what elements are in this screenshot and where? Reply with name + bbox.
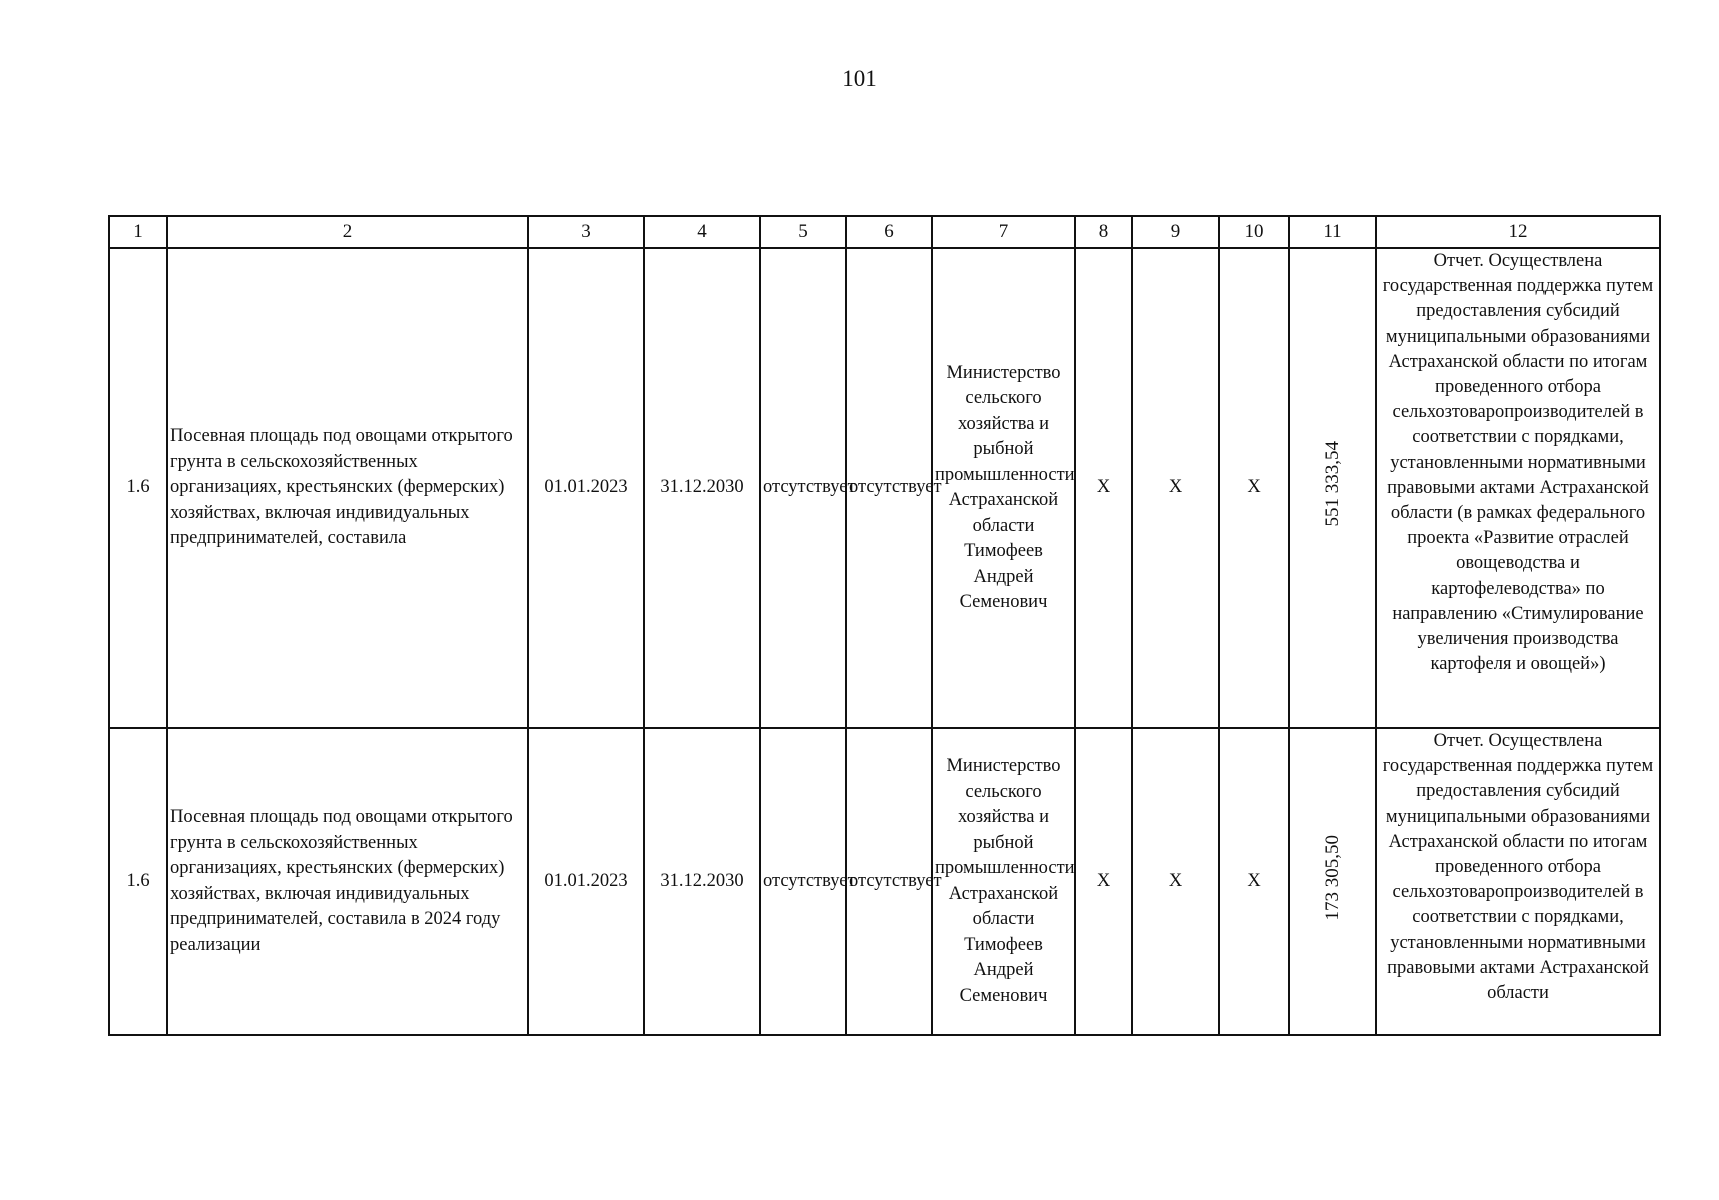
table-row (109, 248, 1660, 728)
amount-value: 551 333,54 (1321, 441, 1343, 527)
column-number: 8 (1075, 216, 1132, 248)
column-number: 4 (644, 216, 760, 248)
column-6-value: отсутствует (846, 248, 932, 728)
start-date: 01.01.2023 (528, 728, 644, 1035)
report-table (108, 215, 1661, 1036)
column-8-value: X (1075, 728, 1132, 1035)
column-number: 2 (167, 216, 528, 248)
column-number: 1 (109, 216, 167, 248)
responsible-executor: Министерство сельского хозяйства и рыбной промышленности Астраханской области Тимофеев Андрей Семенович (932, 728, 1075, 1035)
column-10-value: X (1219, 728, 1289, 1035)
column-number: 6 (846, 216, 932, 248)
row-number: 1.6 (109, 728, 167, 1035)
row-number: 1.6 (109, 248, 167, 728)
page-number: 101 (842, 66, 877, 91)
column-number: 7 (932, 216, 1075, 248)
amount-value: 173 305,50 (1321, 834, 1343, 920)
column-number: 12 (1376, 216, 1660, 248)
table-row (109, 728, 1660, 1035)
column-number-row (109, 216, 1660, 248)
column-number: 3 (528, 216, 644, 248)
column-number: 10 (1219, 216, 1289, 248)
column-6-value: отсутствует (846, 728, 932, 1035)
column-5-value: отсутствует (760, 728, 846, 1035)
column-9-value: X (1132, 728, 1219, 1035)
amount-cell (1289, 248, 1376, 728)
column-number: 5 (760, 216, 846, 248)
responsible-executor: Министерство сельского хозяйства и рыбной промышленности Астраханской области Тимофеев Андрей Семенович (932, 248, 1075, 728)
report-text: Отчет. Осуществлена государственная поддержка путем предоставления субсидий муниципальными образованиями Астраханской области по итогам проведенного отбора сельхозтоваропроизводителей в соответствии с порядками, установленными нормативными правовыми актами Астраханской области (1376, 728, 1660, 1035)
column-10-value: X (1219, 248, 1289, 728)
start-date: 01.01.2023 (528, 248, 644, 728)
column-9-value: X (1132, 248, 1219, 728)
column-8-value: X (1075, 248, 1132, 728)
amount-cell (1289, 728, 1376, 1035)
end-date: 31.12.2030 (644, 248, 760, 728)
column-5-value: отсутствует (760, 248, 846, 728)
indicator-text: Посевная площадь под овощами открытого грунта в сельскохозяйственных организациях, крестьянских (фермерских) хозяйствах, включая индивидуальных предпринимателей, составила (167, 248, 528, 728)
column-number: 9 (1132, 216, 1219, 248)
end-date: 31.12.2030 (644, 728, 760, 1035)
column-number: 11 (1289, 216, 1376, 248)
report-text: Отчет. Осуществлена государственная поддержка путем предоставления субсидий муниципальными образованиями Астраханской области по итогам проведенного отбора сельхозтоваропроизводителей в соответствии с порядками, установленными нормативными правовыми актами Астраханской области (в рамках федерального проекта «Развитие отраслей овощеводства и картофелеводства» по направлению «Стимулирование увеличения производства картофеля и овощей») (1376, 248, 1660, 728)
indicator-text: Посевная площадь под овощами открытого грунта в сельскохозяйственных организациях, крестьянских (фермерских) хозяйствах, включая индивидуальных предпринимателей, составила в 2024 году реализации (167, 728, 528, 1035)
